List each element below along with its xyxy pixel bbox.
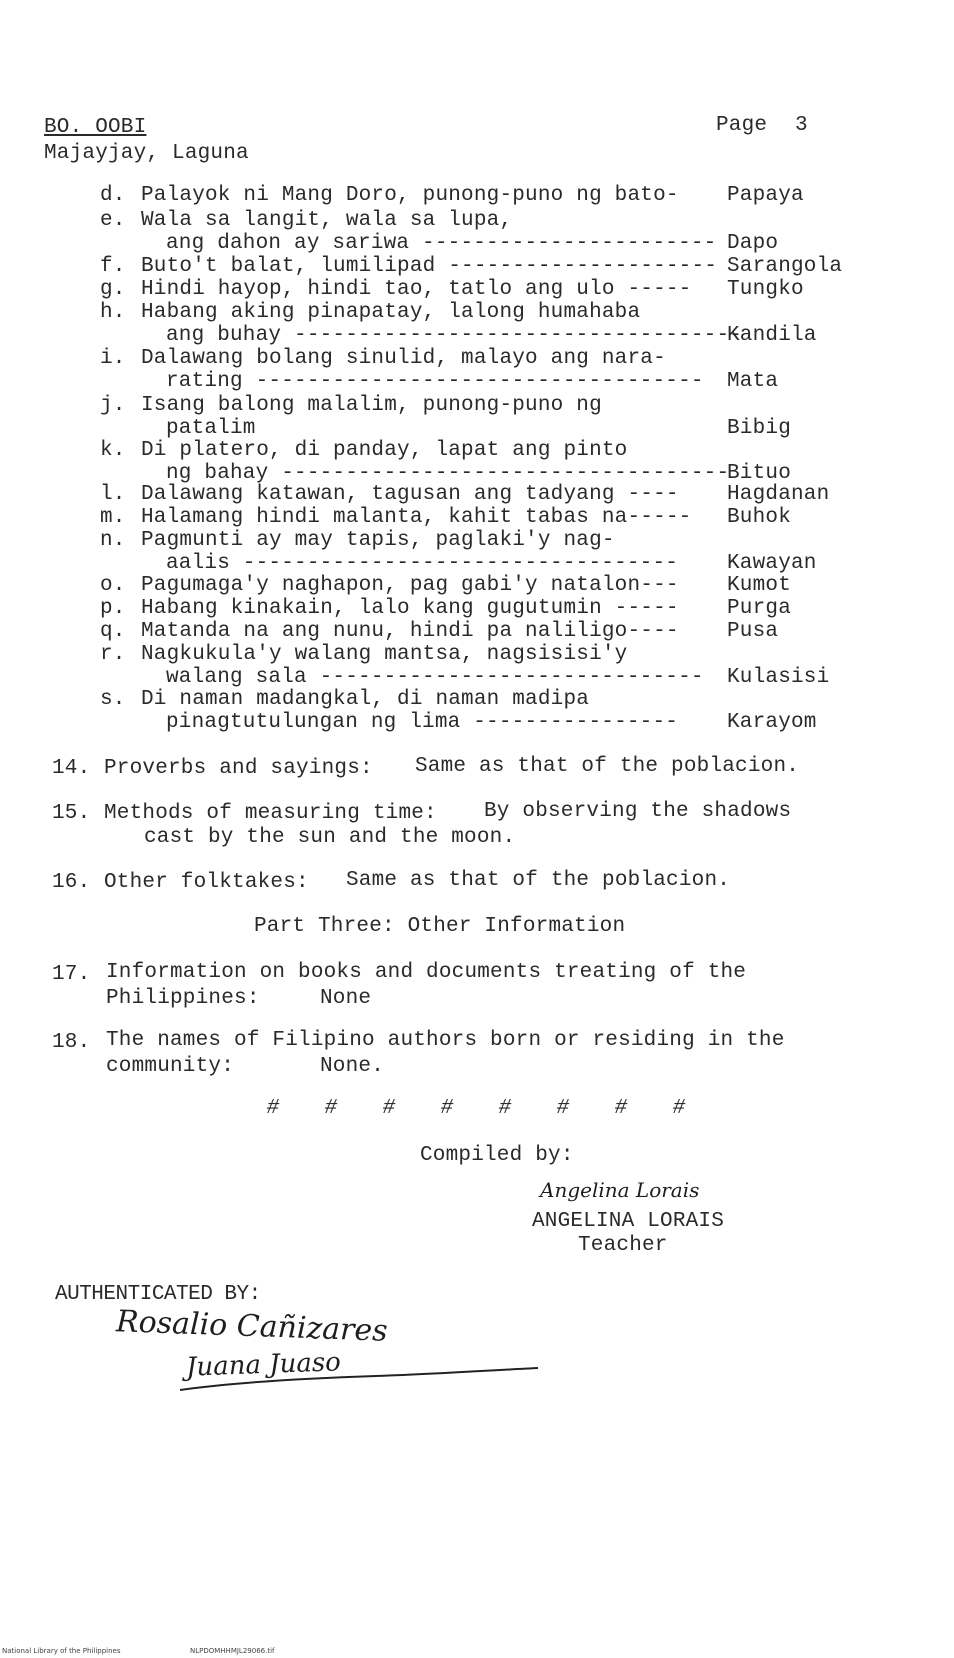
riddle-letter: i.	[100, 347, 126, 370]
riddle-letter: n.	[100, 529, 126, 552]
signature-underline	[176, 1360, 546, 1400]
riddle-answer: Buhok	[727, 506, 792, 529]
riddle-text-continued: ang buhay -----------------------------------	[166, 324, 743, 347]
part-heading: Part Three: Other Information	[254, 915, 626, 938]
footer-library: National Library of the Philippines	[2, 1647, 121, 1655]
riddle-text-continued: ng bahay -----------------------------------	[166, 462, 730, 485]
riddle-answer: Pusa	[727, 620, 779, 643]
riddle-letter: m.	[100, 506, 126, 529]
riddle-text-continued: ang dahon ay sariwa -----------------------	[166, 232, 717, 255]
riddle-answer: Kawayan	[727, 552, 817, 575]
document-code: BO. OOBI	[44, 116, 147, 139]
riddle-text-continued: patalim	[166, 417, 256, 440]
riddle-text: Buto't balat, lumilipad ---------------------	[141, 255, 718, 278]
item-label: Methods of measuring time:	[104, 802, 437, 825]
item-number: 15.	[52, 802, 91, 825]
compiled-by-label: Compiled by:	[420, 1144, 574, 1167]
riddle-letter: g.	[100, 278, 126, 301]
separator-hashes	[244, 1098, 708, 1119]
hash-mark: #	[382, 1097, 396, 1120]
riddle-text-continued: walang sala ------------------------------	[166, 666, 704, 689]
authenticated-by-label: AUTHENTICATED BY:	[55, 1283, 261, 1306]
item-number: 17.	[52, 963, 91, 986]
riddle-letter: q.	[100, 620, 126, 643]
authenticator-signature-1: Rosalio Cañizares	[115, 1304, 389, 1349]
riddle-answer: Kandila	[727, 324, 817, 347]
riddle-answer: Bibig	[727, 417, 792, 440]
riddle-text-continued: aalis ----------------------------------	[166, 552, 679, 575]
riddle-answer: Bituo	[727, 462, 792, 485]
riddle-text: Dalawang bolang sinulid, malayo ang nara-	[141, 347, 666, 370]
riddle-answer: Papaya	[727, 184, 804, 207]
item-number: 14.	[52, 757, 91, 780]
riddle-letter: f.	[100, 255, 126, 278]
hash-mark: #	[440, 1097, 454, 1120]
riddle-letter: l.	[100, 483, 126, 506]
compiler-signature: Angelina Lorais	[540, 1178, 700, 1202]
riddle-letter: p.	[100, 597, 126, 620]
riddle-answer: Mata	[727, 370, 779, 393]
riddle-answer: Sarangola	[727, 255, 843, 278]
riddle-answer: Karayom	[727, 711, 817, 734]
riddle-letter: r.	[100, 643, 126, 666]
compiler-name: ANGELINA LORAIS	[532, 1210, 725, 1233]
item-value: None.	[320, 1055, 385, 1078]
riddle-letter: h.	[100, 301, 126, 324]
item-value: Same as that of the poblacion.	[346, 869, 731, 892]
riddle-answer: Tungko	[727, 278, 804, 301]
riddle-answer: Dapo	[727, 232, 779, 255]
riddle-answer: Purga	[727, 597, 792, 620]
item-label-continued: community:	[106, 1055, 235, 1078]
riddle-text: Nagkukula'y walang mantsa, nagsisisi'y	[141, 643, 628, 666]
riddle-text: Isang balong malalim, punong-puno ng	[141, 394, 602, 417]
item-label: Other folktakes:	[104, 871, 309, 894]
riddle-text-continued: rating -----------------------------------	[166, 370, 704, 393]
riddle-text: Pagumaga'y naghapon, pag gabi'y natalon---	[141, 574, 679, 597]
riddle-letter: o.	[100, 574, 126, 597]
riddle-letter: s.	[100, 688, 126, 711]
hash-mark: #	[266, 1097, 280, 1120]
item-value: By observing the shadows	[484, 800, 792, 823]
riddle-text: Habang kinakain, lalo kang gugutumin -----	[141, 597, 679, 620]
riddle-text: Matanda na ang nunu, hindi pa naliligo----	[141, 620, 679, 643]
riddle-text: Dalawang katawan, tagusan ang tadyang ----	[141, 483, 679, 506]
item-number: 18.	[52, 1031, 91, 1054]
hash-mark: #	[498, 1097, 512, 1120]
hash-mark: #	[324, 1097, 338, 1120]
riddle-text-continued: pinagtutulungan ng lima ----------------	[166, 711, 679, 734]
item-number: 16.	[52, 871, 91, 894]
item-label-continued: Philippines:	[106, 987, 260, 1010]
item-label: Information on books and documents treating of the	[106, 961, 747, 984]
hash-mark: #	[614, 1097, 628, 1120]
authenticator-signature-2: Juana Juaso	[185, 1347, 342, 1383]
riddle-text: Habang aking pinapatay, lalong humahaba	[141, 301, 641, 324]
riddle-text: Di platero, di panday, lapat ang pinto	[141, 439, 628, 462]
riddle-letter: e.	[100, 209, 126, 232]
riddle-letter: k.	[100, 439, 126, 462]
riddle-answer: Hagdanan	[727, 483, 830, 506]
item-label: The names of Filipino authors born or residing in the	[106, 1029, 785, 1052]
item-value-continued: cast by the sun and the moon.	[144, 826, 516, 849]
footer-file: NLPDOMHHMJL29066.tif	[190, 1647, 275, 1655]
riddle-letter: j.	[100, 394, 126, 417]
item-label: Proverbs and sayings:	[104, 757, 373, 780]
riddle-text: Palayok ni Mang Doro, punong-puno ng bato-	[141, 184, 679, 207]
item-value: Same as that of the poblacion.	[415, 755, 800, 778]
page-number: 3	[795, 114, 808, 137]
page-label: Page	[716, 114, 768, 137]
riddle-text: Pagmunti ay may tapis, paglaki'y nag-	[141, 529, 615, 552]
riddle-text: Halamang hindi malanta, kahit tabas na-----	[141, 506, 692, 529]
riddle-letter: d.	[100, 184, 126, 207]
compiler-title: Teacher	[578, 1234, 668, 1257]
document-place: Majayjay, Laguna	[44, 142, 249, 165]
riddle-answer: Kulasisi	[727, 666, 830, 689]
riddle-text: Hindi hayop, hindi tao, tatlo ang ulo -----	[141, 278, 692, 301]
hash-mark: #	[556, 1097, 570, 1120]
item-value: None	[320, 987, 372, 1010]
riddle-text: Wala sa langit, wala sa lupa,	[141, 209, 513, 232]
hash-mark: #	[672, 1097, 686, 1120]
riddle-text: Di naman madangkal, di naman madipa	[141, 688, 590, 711]
riddle-answer: Kumot	[727, 574, 792, 597]
